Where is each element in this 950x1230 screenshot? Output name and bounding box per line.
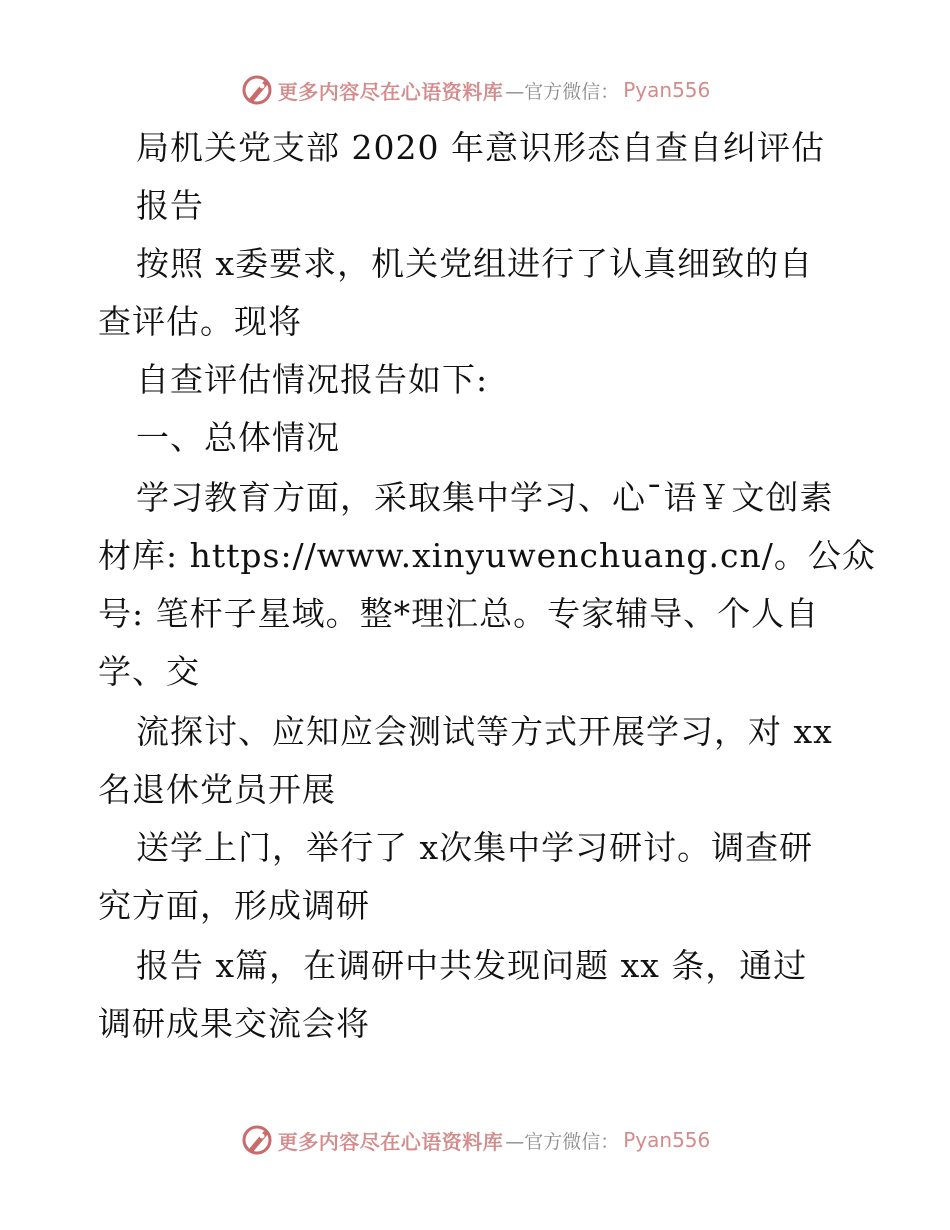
paragraph-line: 自查评估情况报告如下:	[136, 360, 489, 399]
pen-logo-icon	[240, 1123, 274, 1157]
paragraph-line: 查评估。现将	[98, 302, 302, 341]
banner-wechat-id: Pyan556	[623, 78, 711, 102]
pen-logo-icon	[240, 73, 274, 107]
paragraph-line: 送学上门，举行了 x次集中学习研讨。调查研	[136, 828, 814, 867]
paragraph-line: 流探讨、应知应会测试等方式开展学习，对 xx	[136, 712, 833, 751]
paragraph-line: 号: 笔杆子星域。整*理汇总。专家辅导、个人自	[98, 594, 820, 633]
banner-wechat-id: Pyan556	[623, 1128, 711, 1152]
footer-watermark	[0, 1120, 950, 1160]
paragraph-line: 报告 x篇，在调研中共发现问题 xx 条，通过	[136, 946, 808, 985]
document-title-line-2: 报告	[136, 186, 204, 225]
paragraph-line: 按照 x委要求，机关党组进行了认真细致的自	[136, 244, 814, 283]
banner-site-text: 更多内容尽在心语资料库	[277, 1129, 504, 1154]
document-title-line-1: 局机关党支部 2020 年意识形态自查自纠评估	[136, 128, 825, 167]
banner-dash-text: —官方微信：	[505, 1130, 620, 1153]
paragraph-line: 材库: https://www.xinyuwenchuang.cn/。公众	[98, 536, 876, 575]
paragraph-line: 究方面，形成调研	[98, 886, 370, 925]
paragraph-line: 学习教育方面，采取集中学习、心¯语￥文创素	[136, 478, 834, 517]
banner-site-text: 更多内容尽在心语资料库	[277, 79, 504, 104]
paragraph-line: 名退休党员开展	[98, 770, 336, 809]
header-watermark	[0, 70, 950, 110]
section-heading: 一、总体情况	[136, 418, 340, 457]
paragraph-line: 学、交	[98, 652, 200, 691]
paragraph-line: 调研成果交流会将	[98, 1004, 370, 1043]
banner-dash-text: —官方微信：	[505, 80, 620, 103]
